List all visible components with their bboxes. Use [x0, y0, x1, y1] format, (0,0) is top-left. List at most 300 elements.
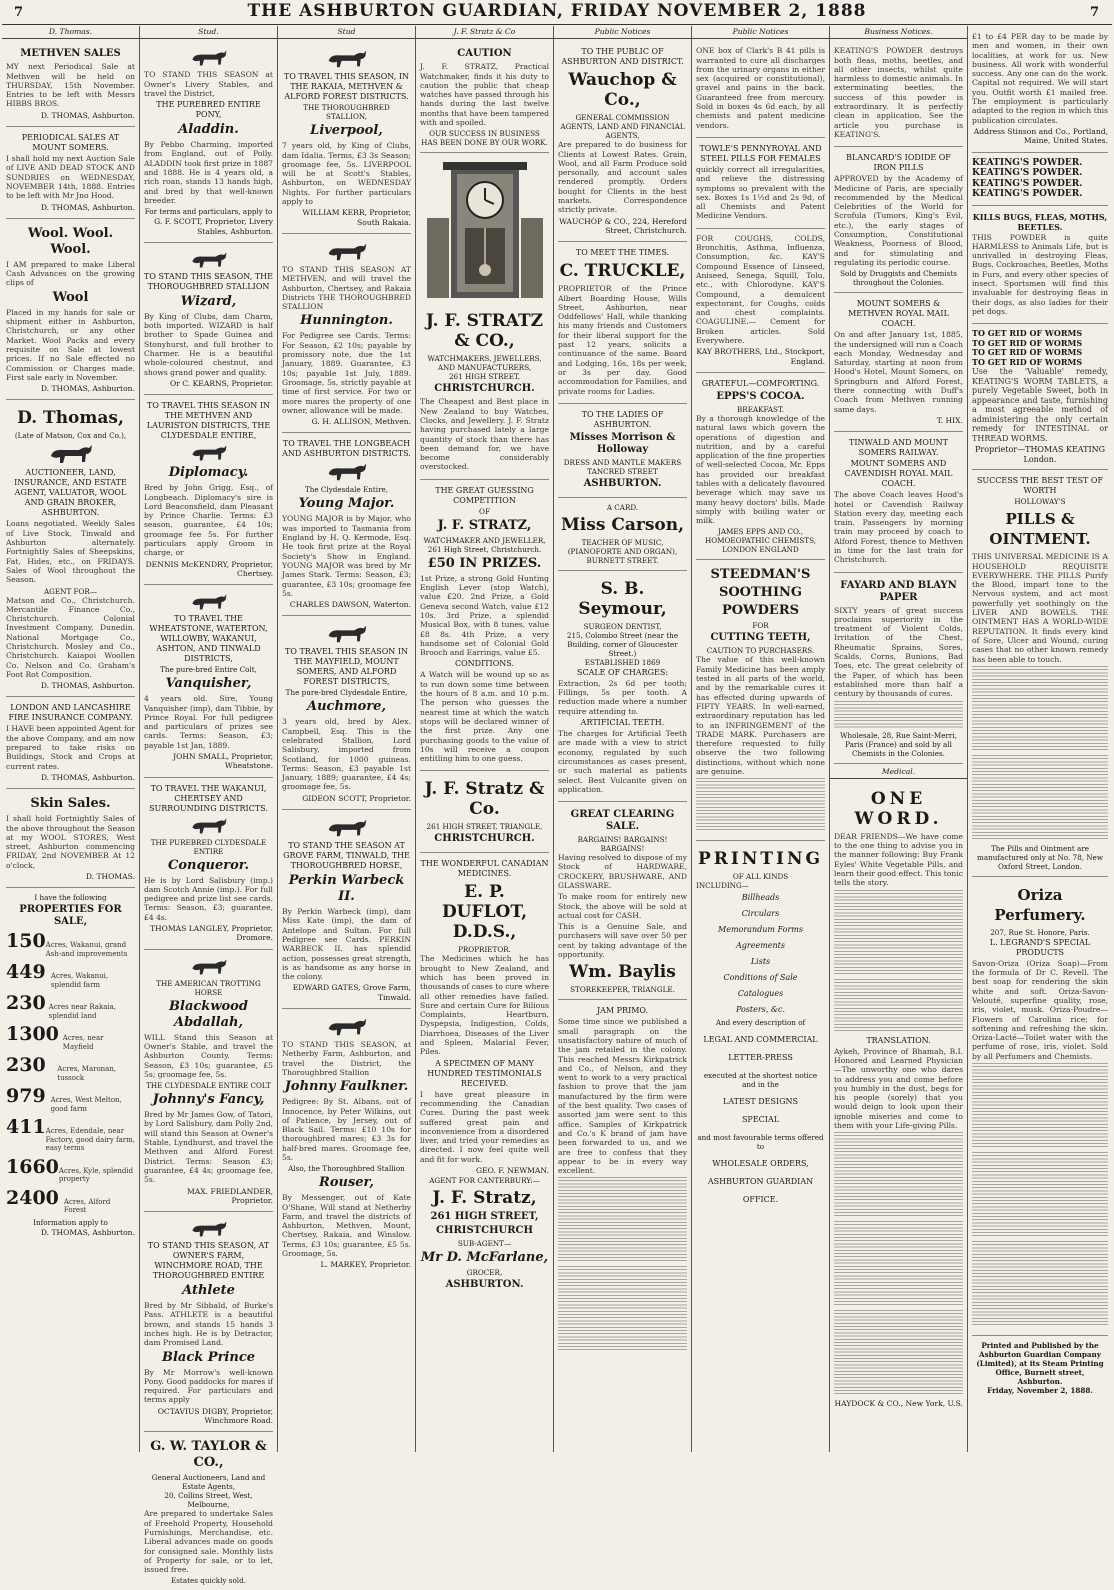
ad-subtitle: DRESS AND MANTLE MAKERS — [563, 457, 682, 467]
ad-stratz-clock — [420, 155, 549, 479]
ad-body: I AM prepared to make Liberal Cash Advances on the growing clips of — [6, 259, 135, 288]
ad-address: 261 HIGH STREET, — [448, 372, 521, 382]
ad-body: THIS POWDER is quite HARMLESS to Animals Life, but is unrivalled in destroying Fleas, Bugs, Cockroaches, Beetles, Moths in Furs, and every other species of insect. Sportsmen will find this invaluable for destroying fleas in their dogs, as also ladies for their pet dogs. — [972, 232, 1108, 316]
prizes-body: 1st Prize, a strong Gold Hunting English Lever (stop Watch), value £20. 2nd Prize, a Gold Geneva second Watch, value £12 10s. 3rd Prize, a splendid Musical Box, with 8 tunes, value £8 8s. 4th Prize, a very handsome set of Colonial Gold Brooch and Earrings, value £5. — [420, 573, 549, 658]
ad-clarks-pills — [696, 43, 825, 138]
ad-text-continued — [972, 666, 1108, 752]
ad-subtitle: THE PUREBRED CLYDESDALE ENTIRE — [150, 837, 267, 856]
ad-title: PRINTING — [697, 849, 824, 870]
ad-subtitle: WATCHMAKER AND JEWELLER, — [423, 535, 546, 545]
ad-body: On and after January 1st, 1885, the undersigned will run a Coach each Monday, Wednesday and Saturday, starting at noon from Hood's Hotel, Mount Somers, on Springburn and Alford Forest, there connecting with Duff's Coach from Methven running same days. — [834, 330, 963, 414]
ad-title: Auchmore, — [307, 699, 386, 715]
testimonial-title: A SPECIMEN OF MANY HUNDRED TESTIMONIALS RECEIVED. — [427, 1058, 542, 1088]
ad-body: Use the 'Valuable' remedy, KEATING'S WORM TABLETS, a purely Vegetable Sweet, both in appearance and taste, furnishing a most agreeable method of administering the only certain remedy for INTESTINAL or THREAD WORMS. — [972, 367, 1108, 443]
ad-title: KILLS BUGS, FLEAS, MOTHS, BEETLES. — [972, 211, 1108, 232]
horse-illustration — [323, 461, 371, 483]
property-acres: 449 — [6, 961, 46, 984]
imprint-text: Printed and Published by the Ashburton Guardian Company (Limited), at its Steam Printing Office, Burnett street, Ashburton. — [976, 1341, 1104, 1387]
ad-title: TINWALD AND MOUNT SOMERS RAILWAY. — [849, 438, 948, 458]
ad-text-continued — [972, 1152, 1108, 1238]
ad-text-continued — [696, 778, 825, 832]
ad-subtitle: The Clydesdale Entire, — [304, 485, 389, 495]
ad-body: By Pebbo Charming, imported from England, out of Polly. ALADDIN took first prize in 1887 and 1888. He is 4 years old, a rich roan, stands 13 hands high, and bred by that well-known breeder. — [144, 140, 273, 205]
ad-body: Bred by Mr Sibbald, of Burke's Pass. ATHLETE is a beautiful brown, and stands 15 hands 3 inches high. He is by Detractor, dam Promised Land. — [144, 1301, 273, 1348]
ad-address: 261 HIGH STREET, TRIANGLE, — [426, 822, 543, 832]
column-header: Stud — [278, 26, 415, 39]
column-header: Business Notices. — [830, 26, 967, 39]
property-desc: Acres, Wakanui, grand Ash-and improvements — [45, 941, 128, 958]
ad-tinwald-railway — [834, 434, 963, 572]
horse-illustration — [323, 48, 371, 70]
ad-title: G. W. TAYLOR & CO., — [150, 1439, 267, 1471]
conditions-body: A Watch will be wound up so as to run down some time between the hours of 8 a.m. and 10 p.m. The person who guesses the nearest time at which the watch stops will be declared winner of the first prize. Any one purchasing goods to the value of 10s will receive a coupon entitling him to one guess. — [420, 670, 549, 764]
ad-signature: G. H. ALLISON, Methven. — [311, 417, 411, 427]
agent-address: 261 HIGH STREET, — [430, 1211, 539, 1223]
ad-signature: MAX. FRIEDLANDER, Proprietor. — [186, 1186, 273, 1205]
article-title: JAM PRIMO. — [596, 1006, 649, 1016]
ad-body: 3 years old, bred by Alex. Campbell, Esq. This is the celebrated Stallion, Lord Salisbury, imported from Scotland, for 1000 guineas. Terms: Season, £3 payable 1st January, 1889; guarantee, £4 4s; groomage fee, 5s. — [282, 717, 411, 792]
keating-line: KEATING'S POWDER. — [972, 157, 1083, 168]
ad-title: Wool. Wool. Wool. — [27, 225, 114, 257]
worms-line: TO GET RID OF WORMS — [972, 347, 1083, 358]
ad-signature: CHARLES DAWSON, Waterton. — [289, 600, 411, 610]
ad-body: Having resolved to dispose of my Stock of HARDWARE, CROCKERY, BRUSHWARE, AND GLASSWARE. — [558, 853, 687, 890]
ad-intro: TO TRAVEL THE LONGBEACH AND ASHBURTON DISTRICTS. — [282, 439, 411, 459]
ad-title: THE WONDERFUL CANADIAN MEDICINES. — [420, 859, 549, 879]
column-3 — [278, 26, 416, 1452]
property-acres: 230 — [6, 1054, 46, 1077]
ad-text-continued — [972, 1063, 1108, 1149]
masthead-title: THE ASHBURTON GUARDIAN, FRIDAY NOVEMBER 2, 1888 — [247, 1, 867, 21]
column-4 — [416, 26, 554, 1452]
ad-gw-taylor — [144, 1434, 273, 1590]
ad-intro: TO STAND THIS SEASON, at Netherby Farm, Ashburton, and travel the District, the Thoroughbred Stallion — [282, 1040, 411, 1077]
ad-title: CAUTION — [457, 48, 512, 60]
ad-body: KEATING'S POWDER destroys both fleas, moths, beetles, and all other insects, whilst quite harmless to domestic animals. In exterminating beetles, the success of this powder is extraordinary. It is perfectly clean in application. See the article you purchase is KEATING'S. — [834, 46, 963, 139]
ad-body: By Messenger, out of Kate O'Shane, Will stand at Netherby Farm, and travel the districts of Ashburton, Methven, Mount, Chertsey, Rakaia, and Winslow. Terms, £3 10s; guarantee, £5 5s. Groomage, 5s. — [282, 1193, 411, 1259]
property-desc: Acres, Maronan, tussock — [57, 1065, 117, 1082]
property-acres: 230 — [6, 992, 46, 1015]
ad-keating-powder — [834, 43, 963, 147]
ad-signature: G. F. SCOTT, Proprietor, Livery Stables, Ashburton. — [154, 217, 273, 236]
property-desc: Acres, Edendale, near Factory, good dairy farm, easy terms — [45, 1127, 136, 1153]
ad-signature: DENNIS McKENDRY, Proprietor, Chertsey. — [145, 559, 273, 578]
printing-item: Catalogues — [737, 989, 784, 999]
ad-title: J. F. STRATZ & CO., — [425, 311, 544, 352]
ad-body: 4 years old. Sire, Young Vanquisher (imp), dam Tibbie, by Prince Royal. For full pedigree and particulars of prizes see cards. Terms: Season, £3; payable 1st Jan, 1889. — [144, 694, 273, 750]
ad-title: STEEDMAN'S — [710, 567, 811, 583]
ad-towle-pills — [696, 140, 825, 229]
ad-work-at-home — [972, 29, 1108, 153]
ad-body: He is by Lord Salisbury (imp.) dam Scotch Annie (imp.). For full pedigree and prize list see cards. Terms: Season, £3; guarantee, £4 4s. — [144, 875, 273, 922]
property-desc: Acres near Rakaia, splendid land — [48, 1003, 117, 1020]
printing-item: Agreements — [736, 941, 785, 951]
ad-stratz-2 — [420, 773, 549, 853]
ad-body: Loans negotiated. Weekly Sales of Live Stock, Tinwald and Ashburton alternately. Fortnightly Sales of Sheepskins, Fat, Hides, etc., on FRIDAYS. Sales of Wool throughout the Season. — [6, 519, 135, 585]
ad-text-continued — [834, 890, 963, 976]
ad-title: Athlete — [182, 1283, 235, 1299]
ad-body: Are prepared to do business for Clients at Lowest Rates. Grain, Wool, and all Farm Produce sold personally, and account sales rendered promptly. Orders bought for Clients in the best markets. Correspondence strictly private. — [558, 140, 687, 215]
ad-perkin-warbeck — [282, 812, 411, 1009]
ad-address: BURNETT STREET. — [586, 555, 659, 565]
ad-signature: D. THOMAS, Ashburton. — [40, 681, 135, 691]
subagent-city: ASHBURTON. — [445, 1279, 524, 1291]
property-desc: Acres, Kyle, splendid property — [58, 1166, 134, 1184]
ad-for: FOR — [752, 621, 769, 631]
column-1 — [2, 26, 140, 1452]
property-desc: Acres, near Mayfield — [62, 1034, 104, 1051]
ad-body: By Mr Morrow's well-known Pony. Good paddocks for mares if required. For particulars and terms apply — [144, 1367, 273, 1405]
ad-title: MOUNT SOMERS & METHVEN ROYAL MAIL COACH. — [848, 299, 949, 329]
ad-subtitle: CUTTING TEETH, — [710, 632, 811, 644]
ad-title: Perkin Warbeck II. — [288, 873, 405, 905]
ad-duflot — [420, 855, 549, 1298]
ad-title: Johnny's Fancy, — [152, 1092, 265, 1108]
masthead — [0, 0, 1114, 22]
ad-title: TOWLE'S PENNYROYAL AND STEEL PILLS FOR FEMALES — [699, 143, 822, 163]
ad-subtitle: The pure-bred Clydesdale Entire, — [285, 688, 408, 698]
property-row — [6, 1187, 135, 1215]
ad-intro: TO TRAVEL THIS SEASON IN THE METHVEN AND LAURISTON DISTRICTS, THE CLYDESDALE ENTIRE, — [146, 401, 271, 441]
ad-intro: TO STAND THIS SEASON at Owner's Livery Stables, and travel the District, — [144, 70, 273, 98]
ad-text-continued — [834, 1132, 963, 1218]
printing-item: Memorandum Forms — [718, 925, 803, 935]
ad-body: The value of this well-known Family Medicine has been amply tested in all parts of the world, and by the remarkable cures it has effected during upwards of FIFTY YEARS. In well-earned, extraordinary reputation has led to an INFRINGEMENT of the TRADE MARK. Purchasers are therefore requested to fully observe the two following distinctions, without which none are genuine. — [696, 655, 825, 777]
ad-title: Diplomacy. — [168, 465, 249, 481]
ad-intro: TO THE LADIES OF ASHBURTON. — [581, 409, 664, 429]
ad-one-word — [834, 783, 963, 1415]
ad-skin-sales — [6, 791, 135, 888]
ad-address: TANCRED STREET — [587, 466, 658, 476]
ad-fayard-blayn — [834, 575, 963, 764]
ad-signature: D. THOMAS, Ashburton. — [40, 110, 135, 120]
ad-body: ONE box of Clark's B 41 pills is warranted to cure all discharges from the urinary organs in either sex (acquired or constitutional), gravel and pains in the back. Guaranteed free from mercury. Sold in boxes 4s 6d each, by all chemists and patent medicine vendors. — [696, 46, 825, 130]
horse-illustration — [323, 817, 371, 839]
column-8 — [968, 26, 1112, 1452]
ad-worms — [972, 326, 1108, 470]
property-acres: 411 — [6, 1116, 46, 1139]
ad-subtitle: Wool — [52, 289, 89, 305]
imprint-date: Friday, November 2, 1888. — [987, 1386, 1093, 1396]
ad-mount-somers-coach — [834, 295, 963, 432]
ad-methven-sales — [6, 43, 135, 127]
ad-signature: Or C. KEARNS, Proprietor. — [169, 378, 273, 388]
ad-printing — [696, 843, 825, 1211]
agent-name: J. F. Stratz, — [432, 1188, 537, 1209]
ad-athlete — [144, 1214, 273, 1432]
ad-body: WILL Stand this Season at Owner's Stable, and travel the Ashburton County. Terms: Season, £3 10s; guarantee, £5 5s; groomage fee, 5s. — [144, 1032, 273, 1079]
ad-subtitle: (Late of Matson, Cox and Co.), — [14, 431, 127, 441]
ad-body: 7 years old, by King of Clubs, dam Idalia. Terms, £3 3s Season; groomage fee, 5s. LIVERPOOL will be at Scott's Stables, Ashburton, on WEDNESDAY Nights. For further particulars apply to — [282, 141, 411, 207]
ad-title: PILLS & OINTMENT. — [989, 510, 1091, 549]
column-7 — [830, 26, 968, 1452]
ad-title: Wauchop & Co., — [568, 70, 677, 111]
ad-agent-list: Matson and Co., Christchurch. Mercantile Finance Co., Christchurch. Colonial Investment Company, Dunedin. National Mortgage Co., Christchurch. Mosley and Co., Christchurch. Kaiapoi Woollen Co. Nelson and Co. Graham's Foot Rot Composition. — [6, 595, 135, 679]
ad-intro: A CARD. — [606, 502, 639, 512]
ad-title: Conqueror. — [168, 857, 249, 873]
property-desc: Acres, Wakanui, splendid farm — [50, 972, 109, 989]
property-row — [6, 1023, 135, 1051]
ad-legal: LEGAL AND COMMERCIAL — [703, 1035, 818, 1045]
ad-subtitle: SURGEON DENTIST, — [583, 621, 662, 631]
ad-body: Savon-Oriza (Oriza Soap)—From the formula of Dr C. Revell. The best soap for rendering the skin white and soft. Oriza-Savon-Velouté, superfine quality, rose, iris, violet, musk. Oriza-Poudre—Flowers of Carolina rice; for softening and refreshing the skin. Oriza-Lacté—Toilet water with the perfume of rose, iris, violet. Sold by all Perfumers and Chemists. — [972, 958, 1108, 1061]
ad-kills-bugs — [972, 208, 1108, 325]
ad-address: 215, Colombo Street (near the Building, corner of Gloucester Street.) — [566, 630, 679, 658]
ad-intro: TO TRAVEL THE WHEATSTONE, WATERTON, WILLOWBY, WAKANUI, ASHTON, AND TINWALD DISTRICTS, — [149, 614, 268, 664]
ad-title: GREAT CLEARING SALE. — [570, 809, 675, 833]
ad-text-continued — [972, 755, 1108, 841]
ad-guessing-competition — [420, 482, 549, 772]
horse-illustration — [187, 443, 231, 463]
ad-intro: TO THE PUBLIC OF ASHBURTON AND DISTRICT. — [561, 47, 684, 67]
ad-signature: T. HIX. — [936, 415, 963, 425]
ad-title: Johnny Faulkner. — [284, 1079, 409, 1095]
property-acres: 150 — [6, 930, 46, 953]
imprint — [972, 1338, 1108, 1400]
ad-subtitle: L. LEGRAND'S SPECIAL PRODUCTS — [989, 937, 1091, 957]
ad-properties — [6, 890, 135, 1243]
ad-intro: GRATEFUL—COMFORTING. — [701, 378, 820, 388]
ad-subtitle: General Auctioneers, Land and Estate Agents, — [151, 1473, 266, 1492]
horse-illustration — [187, 592, 231, 612]
ad-johnny-faulkner — [282, 1011, 411, 1276]
ad-subtitle: MOUNT SOMERS AND CAVENDISH ROYAL MAIL COACH. — [844, 459, 953, 489]
ad-body: For Pedigree see Cards. Terms: For Season, £2 10s; payable by promissory note, due the 1st January, 1889. Guarantee, £3 10s; payable 1st July, 1889. Groomage, 5s, strictly payable at time of first service. For two or more mares the property of one owner, allowance will be made. — [282, 331, 411, 415]
horse-illustration — [323, 623, 371, 645]
ad-conqueror — [144, 780, 273, 950]
ad-intro: TO MEET THE TIMES. — [575, 248, 670, 258]
ad-name: E. P. DUFLOT, D.D.S., — [441, 882, 528, 943]
subagent-role: GROCER, — [466, 1268, 503, 1278]
ad-subtitle: THE THOROUGHBRED STALLION, — [303, 103, 390, 122]
ad-signature: D. THOMAS, Ashburton. — [40, 1227, 135, 1237]
ad-city: ASHBURTON. — [583, 477, 662, 489]
ad-intro: TO TRAVEL THIS SEASON, IN THE RAKAIA, METHVEN & ALFORD FOREST DISTRICTS. — [283, 72, 409, 102]
masthead-rule — [2, 24, 1112, 25]
scale-body: Extraction, 2s 6d per tooth; Fillings, 5s per tooth. A reduction made where a number require attending to. — [558, 678, 687, 716]
ad-text-continued — [834, 701, 963, 728]
ad-title: Aladdin. — [178, 122, 239, 138]
ad-title: S. B. Seymour, — [578, 578, 667, 619]
ad-address: 207, Rue St. Honore, Paris. — [990, 927, 1090, 937]
ad-signature: Sold by Druggists and Chemists throughout the Colonies. — [840, 269, 957, 288]
ad-title-3: POWDERS — [721, 603, 800, 619]
ad-title-2: SOOTHING — [718, 585, 803, 601]
keating-line: KEATING'S POWDER. — [972, 178, 1083, 189]
ad-young-major — [282, 435, 411, 616]
ad-d-thomas — [6, 402, 135, 697]
ad-body: By Perkin Warbeck (imp), dam Miss Kate (imp), the dam of Antelope and Sultan. For full Pedigree see Cards. PERKIN WARBECK II. has splendid action, possesses great strength, is as handsome as any horse in the colony. — [282, 907, 411, 982]
ad-title: Liverpool, — [310, 123, 383, 139]
ad-title: J. F. Stratz & Co. — [424, 779, 545, 820]
ad-body: Are prepared to undertake Sales of Freehold Property, Household Furnishings, Merchandise, etc. Liberal advances made on goods for consigned sale. Monthly lists of Property for sale, or to let, issued free. — [144, 1509, 273, 1575]
ad-info: Information apply to — [33, 1217, 108, 1227]
ad-title: Vanquisher, — [165, 676, 252, 692]
subagent-name: Mr D. McFarlane, — [420, 1250, 549, 1266]
columns — [2, 26, 1112, 1586]
ad-intro: TO STAND THE SEASON AT GROVE FARM, TINWALD, THE THOROUGHBRED HORSE, — [283, 841, 410, 871]
property-acres: 2400 — [6, 1186, 59, 1209]
ad-auchmore — [282, 618, 411, 810]
article-body: Some time since we published a small paragraph on the unsatisfactory nature of much of the jam retailed in the colony. This reached Messrs Kirkpatrick and Co., of Nelson, and they went to work to a very practical fashion to prove that the jam manufactured by the firm were of the best quality. Two cases of assorted jam were sent to this office. Samples of Kirkpatrick and Co.'s K brand of jam have been forwarded to us, and we are free to confess that they appear to be in every way excellent. — [558, 1017, 687, 1176]
ad-text-continued — [834, 1310, 963, 1396]
ad-note: OUR SUCCESS IN BUSINESS HAS BEEN DONE BY OUR WORK. — [421, 129, 548, 148]
column-header: J. F. Stratz & Co — [416, 26, 553, 39]
ad-signature: Proprietor—THOMAS KEATING London. — [974, 445, 1106, 464]
ad-title: PROPERTIES FOR SALE, — [19, 904, 122, 928]
ad-body: SIXTY years of great success proclaims superiority in the treatment of Violent Colds, Irritation of the Chest, Rheumatic Sprains, Sores, Scalds, Corns, Bunions, Bad Toes, etc. The great celebrity of the Paper, of which has been established more than half a century by thousands of cures. — [834, 605, 963, 699]
ad-caution: CAUTION TO PURCHASERS. — [706, 646, 815, 656]
ad-signature: Wholesale, 28, Rue Saint-Merri, Paris (France) and sold by all Chemists in the Colonies. — [840, 730, 957, 758]
ad-title: METHVEN SALES — [20, 48, 121, 60]
ad-hunnington — [282, 236, 411, 433]
ad-oriza — [972, 879, 1108, 1336]
property-acres: 1660 — [6, 1155, 59, 1178]
ad-signature: L. MARKEY, Proprietor. — [320, 1260, 411, 1270]
ad-city: CHRISTCHURCH. — [434, 383, 535, 395]
printing-item: Conditions of Sale — [723, 973, 798, 983]
ad-intro: TO STAND THIS SEASON AT METHVEN, and will travel the Ashburton, Chertsey, and Rakaia Districts THE THOROUGHBRED STALLION — [282, 264, 411, 312]
ad-title: THE GREAT GUESSING COMPETITION — [435, 485, 534, 505]
article-text-continued — [558, 1177, 687, 1263]
ad-body: I shall hold Fortnightly Sales of the above throughout the Season at my WOOL STORES, West street, Ashburton commencing FRIDAY, 2nd NOVEMBER At 12 o'clock, — [6, 814, 135, 870]
printing-list — [696, 890, 825, 1018]
ad-signature: Address Stinson and Co., Portland, Maine, United States. — [973, 126, 1108, 146]
ad-subtitle: Also, the Thoroughbred Stallion — [288, 1164, 405, 1174]
horse-illustration — [323, 1016, 371, 1038]
article-text-continued — [558, 1266, 687, 1352]
ad-body: By a thorough knowledge of the natural laws which govern the operations of digestion and nutrition, and by a careful application of the fine properties of well-selected Cocoa, Mr. Epps has provided our breakfast tables with a delicately flavoured beverage which may save us many heavy doctors' bills. Made simply with boiling water or milk. — [696, 413, 825, 526]
property-acres: 979 — [6, 1085, 46, 1108]
ad-subtitle-2: (PIANOFORTE AND ORGAN), — [567, 546, 678, 556]
ad-body: YOUNG MAJOR is by Major, who was imported to Tasmania from England by H. Q. Kermode, Esq. He took first prize at the Royal Society's Show in England. YOUNG MAJOR was bred by Mr James Stark. Terms: Season, £3; guarantee, £3 10s; groomage fee 5s. — [282, 514, 411, 598]
column-6 — [692, 26, 830, 1452]
ad-title: PERIODICAL SALES AT MOUNT SOMERS. — [21, 133, 120, 153]
ad-truckle — [558, 244, 687, 404]
ad-address: 261 High Street, Christchurch. — [427, 544, 542, 554]
ad-title: Young Major. — [298, 496, 395, 512]
ad-including: INCLUDING— — [696, 881, 749, 891]
ad-title: Blackwood Abdallah, — [169, 998, 248, 1030]
column-2 — [140, 26, 278, 1586]
ad-text-continued — [834, 979, 963, 1033]
ad-liverpool — [282, 43, 411, 234]
article-jam-primo — [558, 1002, 687, 1360]
ad-miss-carson — [558, 500, 687, 571]
translation-body: Aykeh, Province of Bhamah, B.I. Honored and Learned Physician—The unworthy one who dares to address you and come before you humbly in the dust, begs for his people (sorely) that you would deign to look upon their ignoble miseries and come to them with your Life-giving Pills. — [834, 1046, 963, 1130]
ad-description: And every description of — [715, 1018, 806, 1028]
ad-signature: THOMAS LANGLEY, Proprietor, Dromore. — [149, 924, 273, 943]
ad-title: Wizard, — [180, 293, 237, 309]
ad-of: OF — [479, 506, 490, 516]
ad-subtitle: PROPRIETOR. — [458, 945, 511, 955]
ad-wizard — [144, 245, 273, 395]
page-number-left: 7 — [14, 5, 25, 20]
ad-subtitle: BREAKFAST. — [737, 404, 784, 414]
teeth-title: ARTIFICIAL TEETH. — [580, 718, 665, 728]
section-header-medical: Medical. — [830, 766, 967, 779]
ad-diplomacy — [144, 397, 273, 585]
ad-body: DEAR FRIENDS—We have come to the one thing to advise you in the manner following: Buy Frank Eyles' White Vegetable Pills, and learn their good effect. This tonic tells the story. — [834, 831, 963, 888]
ad-title: ONE WORD. — [854, 788, 943, 829]
ad-intro: I have the following — [34, 893, 107, 903]
horse-illustration — [45, 442, 97, 466]
ad-terms: For terms and particulars, apply to — [144, 207, 273, 217]
ad-signature: D. THOMAS. — [85, 872, 135, 882]
ad-signature: D. THOMAS, Ashburton. — [40, 772, 135, 782]
horse-illustration — [187, 957, 231, 977]
property-acres: 1300 — [6, 1023, 59, 1046]
ad-body: THIS UNIVERSAL MEDICINE IS A HOUSEHOLD REQUISITE EVERYWHERE. THE PILLS Purify the Blood, impart tone to the Nervous system, and act most powerfully yet soothingly on the LIVER AND BOWELS. THE OINTMENT HAS A WORLD-WIDE REPUTATION. It finds every kind of Sore, Ulcer and Wound, curing cases that no other known remedy has been able to touch. — [972, 552, 1108, 664]
ad-title: EPPS'S COCOA. — [716, 390, 805, 402]
ad-title: Hunnington. — [300, 313, 393, 329]
translation-title: TRANSLATION. — [866, 1035, 931, 1045]
ad-text-continued — [972, 1241, 1108, 1327]
ad-text-continued — [834, 1221, 963, 1307]
horse-illustration — [187, 816, 231, 836]
property-row — [6, 1085, 135, 1113]
property-row — [6, 961, 135, 989]
ad-subtitle: WATCHMAKERS, JEWELLERS, AND MANUFACTURERS, — [427, 354, 542, 373]
column-header: Public Notices — [692, 26, 829, 39]
ad-terms: and most favourable terms offered to — [697, 1133, 824, 1152]
ad-aladdin — [144, 43, 273, 243]
scale-title: SCALE OF CHARGES: — [576, 667, 669, 677]
ad-address: 20, Collins Street, West, Melbourne, — [164, 1491, 253, 1510]
ad-seymour — [558, 573, 687, 802]
ad-subtitle: The pure-bred Entire Colt, — [160, 665, 257, 675]
ad-body: By King of Clubs, dam Charm, both imported. WIZARD is half brother to Spade Guinea and Stonyhurst, and full brother to Charmer. He is a beautiful whole-coloured chestnut, and shows grand power and quality. — [144, 311, 273, 377]
property-row — [6, 1156, 135, 1184]
ad-intro: TO TRAVEL THE WAKANUI, CHERTSEY AND SURROUNDING DISTRICTS. — [149, 783, 268, 813]
ad-intro: TO STAND THIS SEASON, THE THOROUGHBRED STALLION — [144, 271, 273, 291]
column-header: D. Thomas. — [2, 26, 139, 39]
worms-line: TO GET RID OF WORMS — [972, 356, 1083, 367]
ad-keating-list — [972, 155, 1108, 206]
ad-signature: HAYDOCK & CO., New York, U.S. — [834, 1399, 963, 1409]
testimonial-body: I have great pleasure in recommending the Canadian Cures. During the past week suffered great pain and inconvenience from a disordered liver, and tried your remedies as directed. I now feel quite well and fit for work. — [420, 1089, 549, 1164]
ad-subtitle: HOLLOWAY'S — [1014, 497, 1066, 507]
worms-line: TO GET RID OF WORMS — [972, 328, 1083, 339]
ad-title: Rouser, — [319, 1175, 374, 1191]
ad-signature: GIDEON SCOTT, Proprietor. — [302, 793, 411, 803]
horse-illustration — [187, 1219, 231, 1239]
ad-body: Placed in my hands for sale or shipment either in Ashburton, Christchurch, or any other Market. Wool Packs and every requisite on Sale at lowest prices. If no Sale effected no Commission or Charges made. First sale early in November. — [6, 307, 135, 382]
ad-signature: WILLIAM KERR, Proprietor, South Rakaia. — [302, 208, 411, 227]
keating-line: KEATING'S POWDER. — [972, 189, 1083, 200]
ad-title: Oriza Perfumery. — [994, 885, 1086, 924]
ad-title: C. TRUCKLE, — [559, 261, 686, 282]
ad-roles: AUCTIONEER, LAND, INSURANCE, AND ESTATE AGENT, VALUATOR, WOOL AND GRAIN BROKER, ASHBURTON. — [14, 468, 127, 518]
ad-address: STOREKEEPER, TRIANGLE. — [570, 985, 675, 995]
property-row — [6, 930, 135, 958]
prizes-title: £50 IN PRIZES. — [427, 555, 542, 571]
ad-kay-brothers — [696, 231, 825, 373]
ad-body: Pedigree: By St. Albans, out of Innocence, by Peter Wilkins, out of Patience, by Jersey, out of Black Sail. Terms: £10 10s for thoroughbred mares; £3 3s for half-bred mares. Groomage fee, 5s. — [282, 1097, 411, 1162]
ad-letter: LETTER-PRESS — [728, 1053, 793, 1063]
ad-caution — [420, 43, 549, 153]
ad-body: I shall hold my next Auction Sale of LIVE AND DEAD STOCK AND SUNDRIES on WEDNESDAY, NOVEMBER 14th, 1888. Entries to be left with Mr Jno Hood. — [6, 154, 135, 201]
ad-blancard — [834, 149, 963, 293]
subagent-label: SUB-AGENT— — [457, 1239, 512, 1249]
ad-subtitle: THE PUREBRED ENTIRE PONY, — [156, 100, 261, 120]
ad-london-lancashire — [6, 699, 135, 789]
ad-signature: KAY BROTHERS, Ltd., Stockport, England. — [696, 347, 825, 366]
ad-title: D. Thomas, — [17, 408, 124, 429]
horse-illustration — [323, 241, 371, 263]
ad-title: Miss Carson, — [560, 514, 685, 535]
property-desc: Acres, West Melton, good farm — [50, 1096, 122, 1113]
